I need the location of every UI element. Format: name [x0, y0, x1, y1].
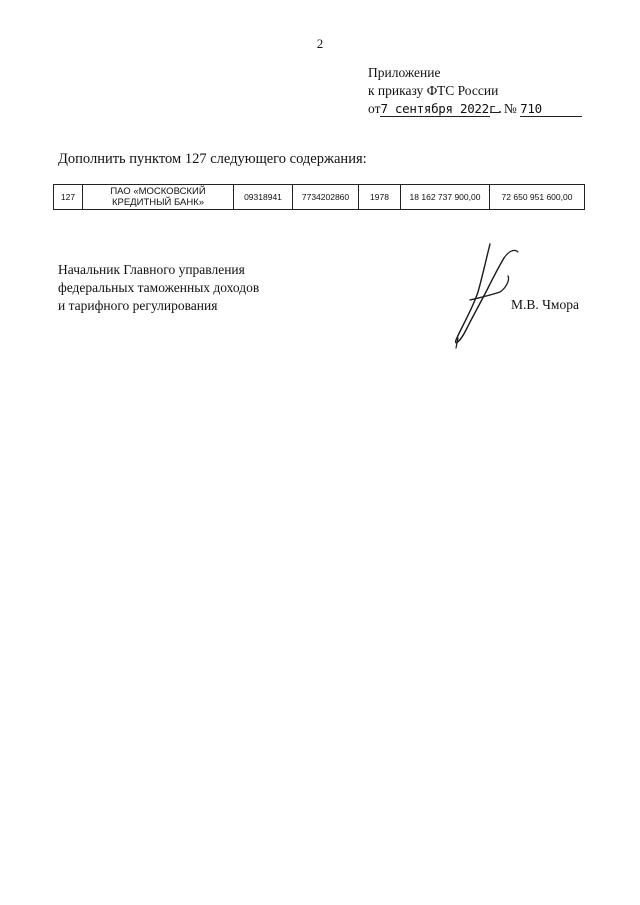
date-prefix: от	[368, 101, 381, 116]
signatory-title-line: и тарифного регулирования	[58, 298, 218, 313]
table-row	[54, 185, 585, 210]
inn-cell: 7734202860	[293, 185, 359, 210]
signer-name: М.В. Чмора	[511, 297, 579, 312]
appendix-order-reference: к приказу ФТС России	[368, 83, 499, 98]
bank-name-cell: ПАО «МОСКОВСКИЙ КРЕДИТНЫЙ БАНК»	[83, 185, 234, 210]
handwritten-signature	[448, 238, 528, 350]
signatory-title-line: федеральных таможенных доходов	[58, 280, 260, 295]
amount-cell-2: 72 650 951 600,00	[490, 185, 585, 210]
signatory-title-line: Начальник Главного управления	[58, 262, 245, 277]
registration-number-cell: 1978	[359, 185, 401, 210]
amount-cell-1: 18 162 737 900,00	[401, 185, 490, 210]
item-number-cell: 127	[54, 185, 83, 210]
intro-text: Дополнить пунктом 127 следующего содержания:	[58, 151, 367, 167]
appendix-title: Приложение	[368, 65, 441, 80]
order-number: 710	[520, 102, 582, 117]
order-date: 7 сентября 2022г.	[380, 101, 504, 116]
okpo-cell: 09318941	[234, 185, 293, 210]
number-label: №	[503, 101, 517, 116]
page-number: 2	[316, 36, 324, 51]
appendix-date-line	[368, 100, 582, 118]
amendment-table	[53, 184, 585, 210]
